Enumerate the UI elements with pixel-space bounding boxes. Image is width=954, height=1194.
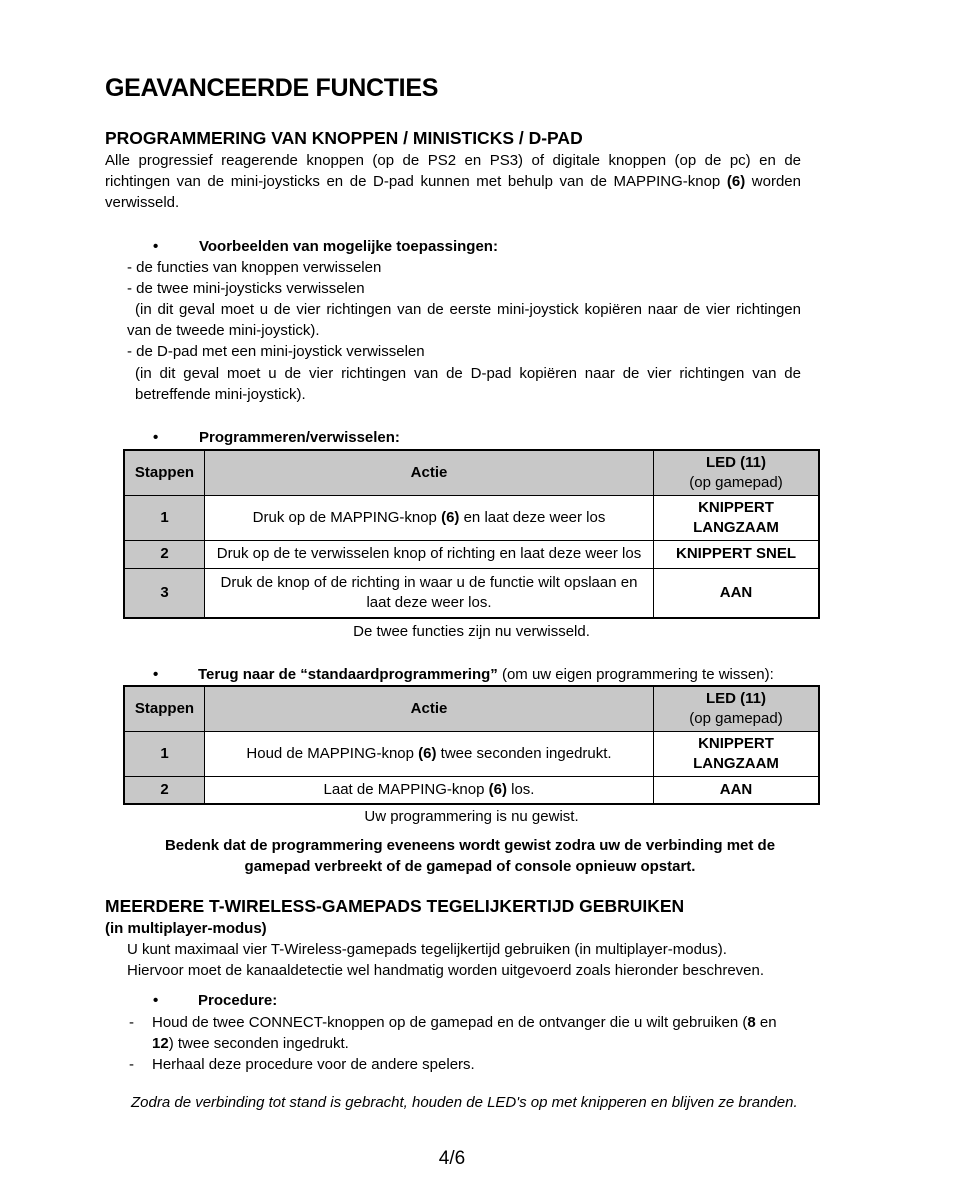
table-row bbox=[124, 776, 819, 804]
table-note: De twee functies zijn nu verwisseld. bbox=[353, 623, 590, 640]
action-text: Houd de MAPPING-knop bbox=[246, 744, 419, 762]
program-heading: Programmeren/verwisselen: bbox=[199, 429, 400, 446]
reset-table bbox=[123, 685, 820, 805]
action-text: Druk op de MAPPING-knop bbox=[252, 508, 442, 526]
dash-glyph: - bbox=[129, 1056, 134, 1073]
step-led: AAN bbox=[654, 568, 820, 618]
intro-paragraph bbox=[105, 150, 801, 213]
header-steps: Stappen bbox=[124, 450, 205, 495]
section-subheading: (in multiplayer-modus) bbox=[105, 920, 267, 937]
reset-heading bbox=[198, 664, 774, 685]
table-row bbox=[124, 568, 819, 618]
step-led: KNIPPERT LANGZAAM bbox=[654, 731, 820, 776]
example-item: - de functies van knoppen verwisselen bbox=[127, 259, 382, 276]
step-number: 1 bbox=[124, 731, 205, 776]
step-number: 1 bbox=[124, 495, 205, 540]
page-title: GEAVANCEERDE FUNCTIES bbox=[105, 74, 439, 102]
header-action: Actie bbox=[205, 450, 654, 495]
step-number: 3 bbox=[124, 568, 205, 618]
action-text-end: en laat deze weer los bbox=[459, 508, 606, 526]
table-row bbox=[124, 731, 819, 776]
step-led: KNIPPERT SNEL bbox=[654, 540, 820, 568]
multiplayer-line: U kunt maximaal vier T-Wireless-gamepads tegelijkertijd gebruiken (in multiplayer-modus). bbox=[127, 941, 727, 958]
header-steps: Stappen bbox=[124, 686, 205, 731]
step-bold: 12 bbox=[152, 1035, 169, 1052]
bullet-glyph: • bbox=[153, 992, 159, 1009]
section-heading-programming: PROGRAMMERING VAN KNOPPEN / MINISTICKS / D-PAD bbox=[105, 128, 583, 148]
action-bold: (6) bbox=[441, 508, 460, 526]
table-header-row bbox=[124, 686, 819, 731]
reset-heading-rest: (om uw eigen programmering te wissen): bbox=[497, 666, 774, 683]
step-action bbox=[205, 495, 654, 540]
intro-text-end: worden verwisseld. bbox=[105, 173, 801, 211]
bullet-glyph: • bbox=[153, 429, 159, 446]
header-led bbox=[654, 686, 820, 731]
table-row bbox=[124, 495, 819, 540]
procedure-step bbox=[152, 1012, 802, 1054]
step-text: ) twee seconden ingedrukt. bbox=[168, 1035, 349, 1052]
examples-heading: Voorbeelden van mogelijke toepassingen: bbox=[199, 238, 498, 255]
table2-note: Uw programmering is nu gewist. bbox=[364, 808, 579, 825]
intro-text: Alle progressief reagerende knoppen (op de PS2 en PS3) of digitale knoppen (op de pc) en de richtingen van de mini-joysticks en de D-pad kunnen met behulp van de MAPPING-knop bbox=[105, 152, 801, 190]
step-text: Houd de twee CONNECT-knoppen op de gamepad en de ontvanger die u wilt gebruiken ( bbox=[152, 1014, 748, 1031]
procedure-heading: Procedure: bbox=[198, 992, 278, 1009]
action-text-end: los. bbox=[506, 780, 535, 798]
table-header-row bbox=[124, 450, 819, 495]
example-item: - de twee mini-joysticks verwisselen bbox=[127, 280, 365, 297]
action-bold: (6) bbox=[418, 744, 437, 762]
action-text: Laat de MAPPING-knop bbox=[323, 780, 489, 798]
step-bold: 8 bbox=[747, 1014, 756, 1031]
bullet-glyph: • bbox=[153, 238, 159, 255]
header-led-label: LED (11) bbox=[705, 453, 766, 471]
action-text-end: twee seconden ingedrukt. bbox=[436, 744, 612, 762]
warning-note: Bedenk dat de programmering eveneens wordt gewist zodra uw de verbinding met de gamepad verbreekt of de gamepad of console opnieuw opstart. bbox=[164, 837, 776, 875]
example-item: - de D-pad met een mini-joystick verwisselen bbox=[127, 343, 425, 360]
reset-heading-bold: Terug naar de “standaardprogrammering” bbox=[198, 666, 498, 683]
section-heading-multiplayer: MEERDERE T-WIRELESS-GAMEPADS TEGELIJKERTIJD GEBRUIKEN bbox=[105, 896, 685, 916]
step-number: 2 bbox=[124, 540, 205, 568]
multiplayer-line: Hiervoor moet de kanaaldetectie wel handmatig worden uitgevoerd zoals hieronder beschreven. bbox=[127, 962, 765, 979]
programming-table bbox=[123, 449, 820, 619]
table-row bbox=[124, 540, 819, 568]
header-led-sub: (op gamepad) bbox=[689, 709, 783, 727]
header-action: Actie bbox=[205, 686, 654, 731]
step-led: AAN bbox=[654, 776, 820, 804]
header-led-label: LED (11) bbox=[705, 689, 766, 707]
action-bold: (6) bbox=[488, 780, 507, 798]
step-action bbox=[205, 776, 654, 804]
example-item-note: (in dit geval moet u de vier richtingen van de eerste mini-joystick kopiëren naar de vier richtingen van de tweede mini-joystick). bbox=[127, 301, 801, 339]
step-number: 2 bbox=[124, 776, 205, 804]
intro-bold: (6) bbox=[726, 173, 746, 190]
page-number: 4/6 bbox=[438, 1148, 466, 1169]
procedure-step: Herhaal deze procedure voor de andere spelers. bbox=[152, 1056, 475, 1073]
header-led-sub: (op gamepad) bbox=[689, 473, 783, 491]
bullet-glyph: • bbox=[153, 666, 159, 683]
dash-glyph: - bbox=[129, 1014, 134, 1031]
step-led: KNIPPERT LANGZAAM bbox=[654, 495, 820, 540]
closing-note: Zodra de verbinding tot stand is gebracht, houden de LED's op met knipperen en blijven ze branden. bbox=[131, 1094, 798, 1111]
header-led bbox=[654, 450, 820, 495]
step-action bbox=[205, 731, 654, 776]
step-action: Druk op de te verwisselen knop of richting en laat deze weer los bbox=[205, 540, 654, 568]
example-item-note: (in dit geval moet u de vier richtingen van de D-pad kopiëren naar de vier richtingen van de betreffende mini-joystick). bbox=[135, 365, 801, 403]
step-text: en bbox=[755, 1014, 777, 1031]
step-action: Druk de knop of de richting in waar u de functie wilt opslaan en laat deze weer los. bbox=[205, 568, 654, 618]
